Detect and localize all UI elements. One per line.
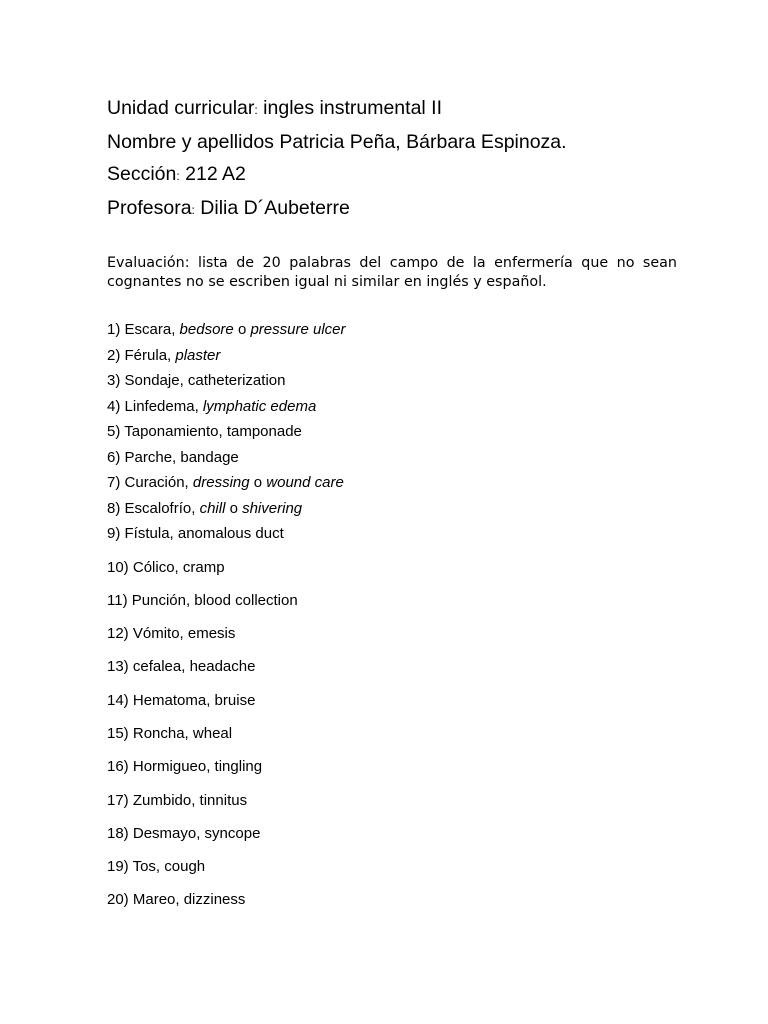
section-line	[107, 158, 677, 192]
list-item	[107, 445, 677, 471]
item-term: Linfedema,	[124, 397, 199, 415]
item-english: plaster	[175, 346, 221, 364]
names-line	[107, 126, 677, 158]
item-number: 11)	[107, 591, 128, 609]
item-text: Fístula, anomalous duct	[124, 525, 284, 542]
teacher-label: Profesora	[107, 197, 192, 219]
list-item	[107, 521, 677, 547]
list-item	[107, 470, 677, 496]
item-number: 1)	[107, 321, 121, 338]
course-sep: :	[254, 103, 258, 117]
section-label: Sección	[107, 163, 177, 185]
item-conjunction: o	[237, 321, 247, 338]
list-item	[107, 368, 677, 394]
teacher-line	[107, 192, 677, 226]
item-text: Tos, cough	[132, 858, 206, 876]
item-conjunction: o	[253, 474, 263, 491]
item-text: Roncha, wheal	[132, 724, 233, 742]
item-term: Escara,	[124, 321, 176, 338]
item-text: Punción, blood collection	[131, 591, 298, 609]
list-item	[107, 650, 677, 683]
item-text: Taponamiento, tamponade	[124, 423, 302, 440]
item-term: Escalofrío,	[124, 499, 196, 517]
list-item	[107, 717, 677, 750]
list-item	[107, 551, 677, 584]
item-number: 8)	[107, 499, 121, 517]
item-conjunction: o	[229, 499, 238, 517]
item-number: 12)	[107, 625, 129, 643]
item-number: 10)	[107, 558, 129, 576]
teacher-value: Dilia D´Aubeterre	[194, 197, 350, 219]
item-number: 18)	[107, 824, 129, 842]
item-number: 6)	[107, 448, 121, 466]
item-text: Mareo, dizziness	[132, 891, 246, 909]
item-number: 5)	[107, 423, 121, 440]
item-text: Zumbido, tinnitus	[132, 791, 248, 809]
item-term: Férula,	[124, 346, 172, 364]
item-english: dressing	[192, 474, 250, 491]
list-item	[107, 684, 677, 717]
item-text: Parche, bandage	[124, 448, 239, 466]
list-item	[107, 343, 677, 369]
item-number: 16)	[107, 758, 129, 776]
item-text: Hematoma, bruise	[132, 691, 256, 709]
item-term: Curación,	[124, 474, 189, 491]
evaluation-paragraph: Evaluación: lista de 20 palabras del campo de la enfermería que no sean cognantes no se escriben igual ni similar en inglés y español.	[107, 255, 677, 290]
item-text: Hormigueo, tingling	[132, 758, 263, 776]
document-page	[107, 92, 677, 917]
item-english: bedsore	[179, 321, 234, 338]
list-item	[107, 750, 677, 783]
item-text: Vómito, emesis	[132, 625, 236, 643]
word-list	[107, 317, 677, 917]
item-number: 20)	[107, 891, 129, 909]
list-item	[107, 419, 677, 445]
item-number: 13)	[107, 658, 129, 676]
item-number: 7)	[107, 474, 121, 491]
teacher-sep: :	[191, 203, 195, 217]
list-item	[107, 394, 677, 420]
item-number: 17)	[107, 791, 129, 809]
course-value: ingles instrumental II	[257, 97, 443, 119]
item-text: Desmayo, syncope	[132, 824, 261, 842]
list-item	[107, 850, 677, 883]
item-number: 9)	[107, 525, 121, 542]
item-number: 4)	[107, 397, 121, 415]
item-number: 14)	[107, 691, 129, 709]
list-item	[107, 817, 677, 850]
section-sep: :	[176, 169, 180, 183]
item-english-alt: wound care	[266, 474, 344, 491]
list-item	[107, 617, 677, 650]
item-number: 15)	[107, 724, 129, 742]
list-item	[107, 784, 677, 817]
list-item	[107, 883, 677, 916]
item-english: chill	[199, 499, 226, 517]
names-text: Nombre y apellidos Patricia Peña, Bárbara Espinoza.	[107, 131, 567, 153]
item-english-alt: pressure ulcer	[250, 321, 346, 338]
item-number: 3)	[107, 372, 121, 389]
course-line	[107, 92, 677, 126]
item-text: Sondaje, catheterization	[124, 372, 286, 389]
list-item	[107, 584, 677, 617]
item-english: lymphatic edema	[202, 397, 317, 415]
item-english-alt: shivering	[242, 499, 303, 517]
list-item	[107, 496, 677, 522]
list-item	[107, 317, 677, 343]
item-text: Cólico, cramp	[132, 558, 225, 576]
item-number: 2)	[107, 346, 121, 364]
item-number: 19)	[107, 858, 129, 876]
section-value: 212 A2	[179, 163, 246, 185]
item-text: cefalea, headache	[132, 658, 256, 676]
course-label: Unidad curricular	[107, 97, 255, 119]
